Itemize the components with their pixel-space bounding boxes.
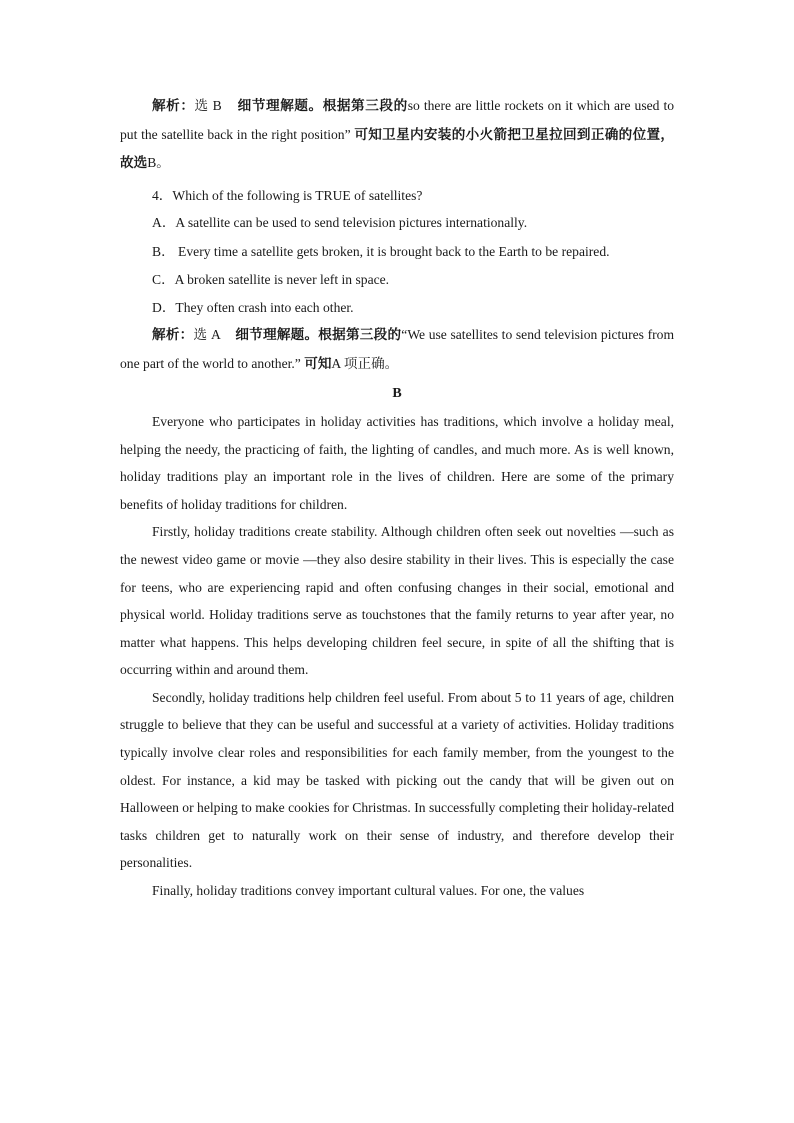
q3-analysis (120, 92, 674, 178)
section-heading: B (392, 386, 402, 402)
analysis-type: 细节理解题。根据第三段的 (237, 98, 408, 114)
document-page (120, 92, 674, 905)
analysis-conclusion: 可知卫星内安装的小火箭把卫星拉回到正确的位置，故选 (120, 126, 674, 172)
article-paragraph: Everyone who participates in holiday activities has traditions, which involve a holiday meal, helping the needy, the practicing of faith, the lighting of candles, and much more. As is well known, holiday traditions play an important role in the lives of children. Here are some of the primary benefits of holiday traditions for children. (120, 413, 674, 512)
article-paragraph: Secondly, holiday traditions help children feel useful. From about 5 to 11 years of age, children struggle to believe that they can be useful and successful at a variety of activities. Holiday traditions typically involve clear roles and responsibilities for each family member, from the youngest to the oldest. For instance, a kid may be tasked with picking out the candy that will be given out on Halloween or helping to make cookies for Christmas. In successfully completing their holiday-related tasks children get to naturally work on their sense of industry, and therefore develop their personalities. (120, 689, 674, 871)
article-body (120, 408, 674, 905)
analysis-conclusion: 可知 (304, 355, 332, 372)
option-b: B． Every time a satellite gets broken, it is brought back to the Earth to be repaired. (152, 243, 610, 259)
analysis-type: 细节理解题。根据第三段的 (235, 327, 402, 344)
option-d: D．They often crash into each other. (152, 299, 354, 315)
article-paragraph: Finally, holiday traditions convey important cultural values. For one, the values (152, 883, 585, 899)
analysis-choice: 选 B (194, 98, 222, 113)
analysis-label: 解析： (152, 327, 194, 344)
q4-analysis (120, 321, 674, 378)
analysis-quote: so there are little rockets on it which are used to put the satellite back in the right position” (120, 98, 675, 142)
analysis-choice: 选 A (193, 327, 221, 343)
option-a: A．A satellite can be used to send television pictures internationally. (152, 215, 528, 231)
analysis-quote: “We use satellites to send television pictures from one part of the world to another.” (120, 327, 675, 371)
analysis-label: 解析： (152, 98, 195, 114)
analysis-answer: B。 (147, 155, 170, 171)
analysis-answer: A 项正确。 (331, 355, 399, 371)
option-c: C．A broken satellite is never left in space. (152, 271, 390, 287)
article-paragraph: Firstly, holiday traditions create stability. Although children often seek out novelties —such as the newest video game or movie —they also desire stability in their lives. This is especially the case for teens, who are experiencing rapid and often confusing changes in their social, emotional and physical world. Holiday traditions serve as touchstones that the family returns to year after year, no matter what happens. This helps developing children feel secure, in spite of all the shifting that is occurring within and around them. (120, 524, 674, 678)
question-stem: 4．Which of the following is TRUE of satellites? (152, 187, 423, 203)
